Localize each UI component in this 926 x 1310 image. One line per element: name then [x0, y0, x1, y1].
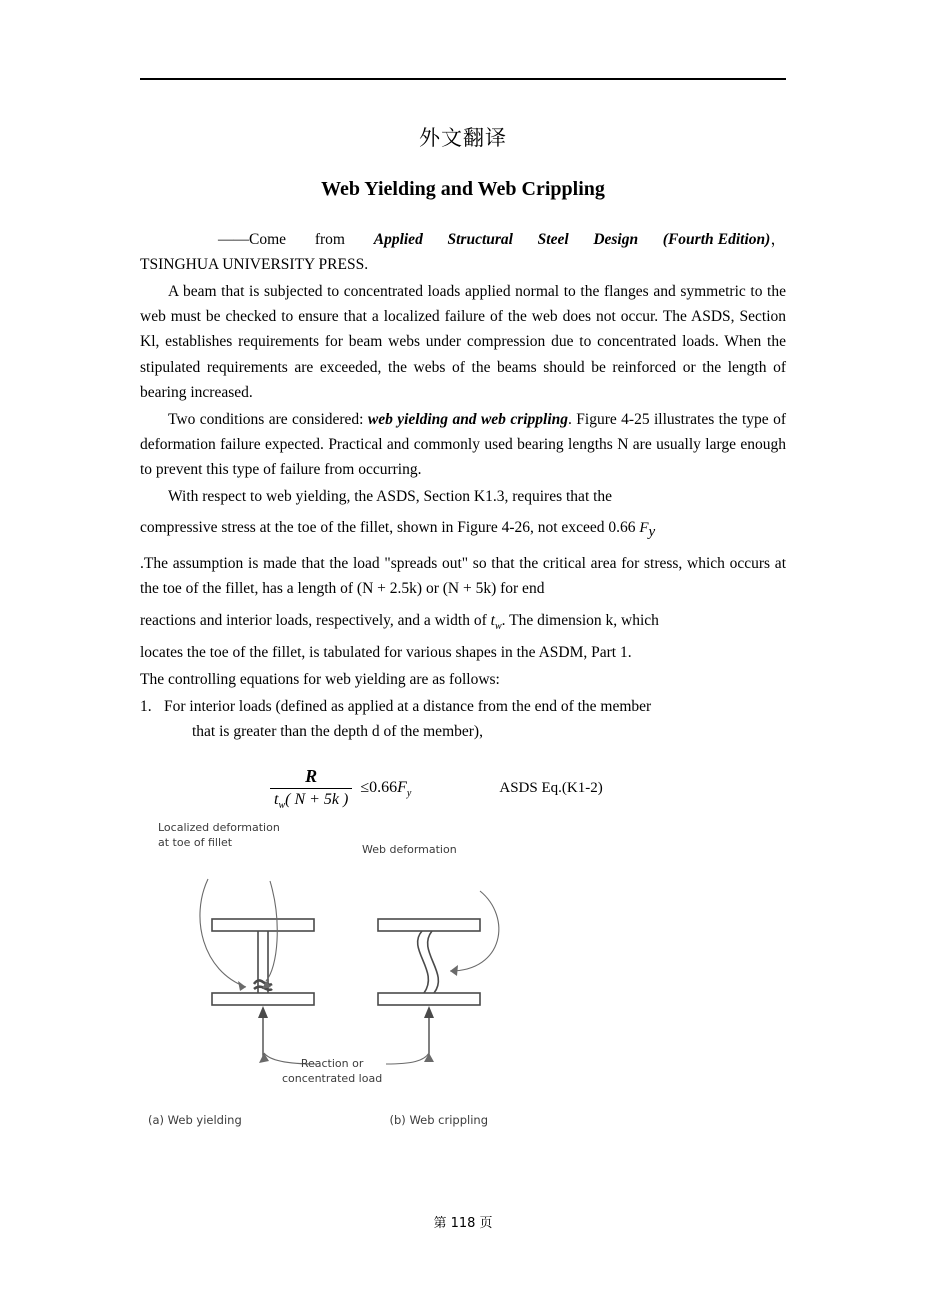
list-item-text-line2: that is greater than the depth d of the member),: [192, 722, 483, 740]
equation-reference: ASDS Eq.(K1-2): [499, 780, 603, 797]
paragraph-2-italic: web yielding and web crippling: [367, 410, 569, 428]
symbol-tw: t: [490, 611, 495, 629]
equation-fraction: [270, 766, 352, 811]
list-item-number: 1.: [140, 697, 152, 715]
page-title-en: Web Yielding and Web Crippling: [321, 178, 605, 200]
equation-rhs-symbol: F: [397, 778, 407, 796]
source-book-2: Structural: [447, 231, 513, 248]
source-book-3: Steel: [537, 231, 569, 248]
figure-label-localized-deformation: [158, 821, 280, 851]
page-title-cn: 外文翻译: [419, 126, 507, 150]
paragraph-3-line-4-post: . The dimension k, which: [501, 611, 659, 629]
figure-4-25: [150, 821, 510, 1111]
figure-label-reaction-line2: concentrated load: [282, 1072, 383, 1086]
symbol-Fy: F: [639, 520, 649, 537]
paragraph-3-line-3: .The assumption is made that the load "spreads out" so that the critical area for stress, which occurs at the toe of the fillet, has a length of (N + 2.5k) or (N + 5k) for end: [140, 555, 786, 598]
equation-numerator: R: [305, 766, 318, 787]
figure-captions: [148, 1113, 488, 1127]
equation-denominator-t: t: [274, 791, 279, 809]
paragraph-2-post: . Figure 4-25 illustrates the type of deformation failure expected. Practical and commonly used bearing lengths N are usually large enough to prevent this type of failure from occurring.: [140, 410, 786, 478]
source-publisher: TSINGHUA UNIVERSITY PRESS.: [140, 256, 369, 274]
paragraph-1: A beam that is subjected to concentrated loads applied normal to the flanges and symmetric to the web must be checked to ensure that a localized failure of the web does not occur. The ASDS, Section Kl, establishes requirements for beam webs under compression due to concentrated loads. When the stipulated requirements are exceeded, the webs of the beams should be reinforced or the length of bearing increased.: [140, 283, 786, 401]
source-book-4: Design: [593, 231, 639, 248]
list-item: [140, 694, 786, 744]
equation-rhs-subscript: y: [406, 787, 412, 799]
equation-denominator-t-sub: w: [278, 800, 286, 812]
equation-denominator-rest: ( N + 5k ): [285, 791, 349, 809]
numbered-list: [140, 694, 786, 744]
source-from: from: [314, 231, 345, 248]
figure-label-reaction: [282, 1057, 382, 1087]
paragraph-3-line-1: With respect to web yielding, the ASDS, Section K1.3, requires that the: [168, 488, 613, 506]
source-comma: ，: [770, 231, 787, 248]
paragraph-3-line-4: [140, 604, 786, 638]
equation-rhs-text: ≤0.66: [360, 778, 398, 796]
figure-label-reaction-line1: Reaction or: [300, 1057, 364, 1071]
source-edition-1: (Fourth: [662, 231, 714, 248]
source-dash: ——Come: [218, 231, 287, 248]
symbol-Fy-subscript: y: [648, 524, 656, 541]
paragraph-2: [140, 407, 786, 482]
list-item-text-line1: For interior loads (defined as applied at a distance from the end of the member: [164, 697, 652, 715]
figure-label-localized-line1: Localized deformation: [158, 821, 280, 835]
list-item-text: [164, 694, 786, 744]
page-footer: 第 118 页: [433, 1216, 493, 1231]
paragraph-3-line-2: [140, 511, 786, 549]
equation-k1-2: [140, 766, 786, 811]
paragraph-3-line-4-pre: reactions and interior loads, respectively, and a width of: [140, 611, 491, 629]
paragraph-3-line-2-pre: compressive stress at the toe of the fillet, shown in Figure 4-26, not exceed 0.66: [140, 519, 640, 537]
equation-denominator: [270, 789, 352, 811]
figure-label-localized-line2: at toe of fillet: [158, 836, 233, 850]
page-content: [140, 78, 786, 1127]
symbol-tw-subscript: w: [494, 620, 502, 632]
equation-right-side: [360, 779, 411, 799]
source-book-1: Applied: [373, 231, 423, 248]
figure-label-web-deformation: Web deformation: [362, 843, 457, 857]
paragraph-3-line-5: locates the toe of the fillet, is tabulated for various shapes in the ASDM, Part 1.: [140, 643, 632, 661]
paragraph-4: The controlling equations for web yielding are as follows:: [140, 670, 500, 688]
header-rule: [140, 78, 786, 80]
source-line: [140, 227, 786, 277]
figure-caption-a: (a) Web yielding: [148, 1113, 242, 1128]
figure-caption-b: (b) Web crippling: [389, 1113, 488, 1128]
paragraph-2-pre: Two conditions are considered:: [168, 410, 368, 428]
source-edition-2: Edition): [717, 231, 771, 248]
